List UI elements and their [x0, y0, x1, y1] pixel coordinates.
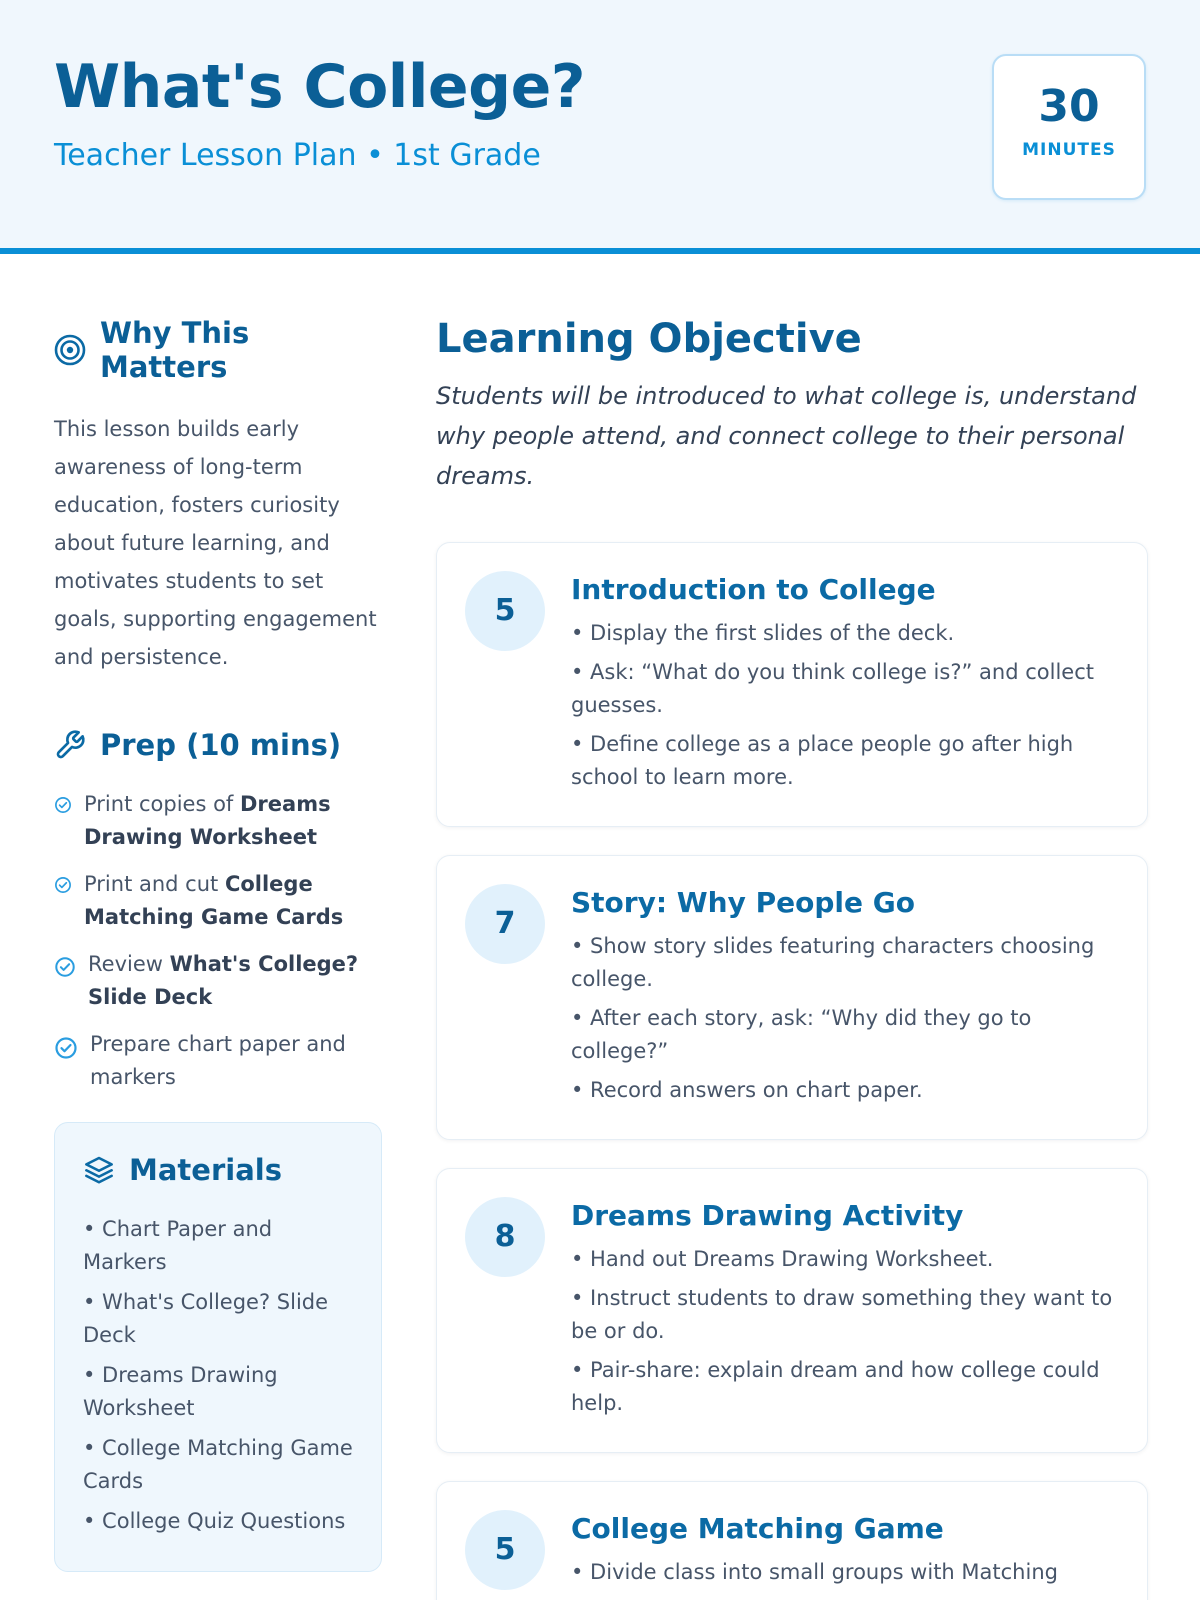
prep-item-resource: What's College? Slide Deck [88, 952, 359, 1009]
step-title: Story: Why People Go [571, 886, 915, 919]
prep-heading-text: Prep (10 mins) [100, 728, 342, 762]
step-bullet: • Define college as a place people go after high school to learn more. [571, 732, 1074, 789]
page-subtitle: Teacher Lesson Plan • 1st Grade [54, 138, 541, 173]
materials-item: • Dreams Drawing Worksheet [83, 1363, 278, 1420]
why-text: This lesson builds early awareness of long-term education, fosters curiosity about future learning, and motivates students to set goals, supporting engagement and persistence. [54, 417, 377, 669]
duration-badge [992, 54, 1146, 200]
step-bullet: • After each story, ask: “Why did they go to college?” [571, 1006, 1032, 1063]
step-bullets [571, 930, 1117, 1107]
lesson-steps [436, 542, 1148, 1600]
prep-item: Print and cut College Matching Game Cards [54, 868, 384, 934]
prep-item: Review What's College? Slide Deck [54, 948, 384, 1014]
step-bullets [571, 1243, 1117, 1420]
step-minutes-badge: 7 [465, 884, 545, 964]
why-heading-text: Why This Matters [100, 316, 250, 384]
step-minutes-badge: 5 [465, 571, 545, 651]
why-heading [54, 316, 384, 384]
prep-item: Prepare chart paper and markers [54, 1028, 384, 1094]
materials-item: • College Quiz Questions [83, 1509, 346, 1533]
materials-item: • What's College? Slide Deck [83, 1290, 329, 1347]
materials-item: • Chart Paper and Markers [83, 1217, 273, 1274]
main-content [436, 316, 1148, 1600]
materials-heading-text: Materials [129, 1153, 282, 1187]
step-bullet: • Ask: “What do you think college is?” and collect guesses. [571, 660, 1094, 717]
target-icon [54, 334, 86, 366]
lesson-step-card [436, 542, 1148, 827]
check-circle-icon [54, 956, 76, 978]
step-minutes-badge: 8 [465, 1197, 545, 1277]
step-minutes-badge: 5 [465, 1510, 545, 1590]
step-bullet: • Divide class into small groups with Matching [571, 1560, 1058, 1584]
materials-heading [83, 1153, 355, 1187]
sidebar [54, 316, 384, 1572]
step-bullet: • Display the first slides of the deck. [571, 621, 955, 645]
check-circle-icon [54, 1036, 78, 1060]
step-bullets [571, 617, 1117, 794]
materials-panel [54, 1122, 382, 1572]
step-title: Introduction to College [571, 573, 936, 606]
page-title: What's College? [54, 52, 586, 122]
objective-heading: Learning Objective [436, 316, 862, 362]
prep-item-resource: College Matching Game Cards [84, 872, 344, 929]
step-title: Dreams Drawing Activity [571, 1199, 964, 1232]
check-circle-icon [54, 796, 72, 814]
prep-item: Print copies of Dreams Drawing Worksheet [54, 788, 384, 854]
materials-item: • College Matching Game Cards [83, 1436, 353, 1493]
wrench-icon [54, 729, 86, 761]
step-bullet: • Pair-share: explain dream and how college could help. [571, 1358, 1100, 1415]
materials-list [83, 1213, 355, 1538]
objective-text: Students will be introduced to what college is, understand why people attend, and connect college to their personal dreams. [436, 382, 1137, 490]
step-title: College Matching Game [571, 1512, 944, 1545]
lesson-step-card [436, 1168, 1148, 1453]
step-bullet: • Show story slides featuring characters choosing college. [571, 934, 1095, 991]
prep-list [54, 788, 384, 1094]
prep-item-resource: Dreams Drawing Worksheet [84, 792, 331, 849]
step-bullet: • Hand out Dreams Drawing Worksheet. [571, 1247, 994, 1271]
step-bullets [571, 1556, 1117, 1589]
step-bullet: • Instruct students to draw something they want to be or do. [571, 1286, 1113, 1343]
header [0, 0, 1200, 254]
lesson-step-card [436, 1481, 1148, 1600]
duration-value: 30 [1038, 81, 1100, 132]
layers-icon [83, 1154, 115, 1186]
prep-heading [54, 728, 384, 762]
duration-unit: MINUTES [1022, 140, 1116, 160]
step-bullet: • Record answers on chart paper. [571, 1078, 923, 1102]
lesson-step-card [436, 855, 1148, 1140]
check-circle-icon [54, 876, 72, 894]
